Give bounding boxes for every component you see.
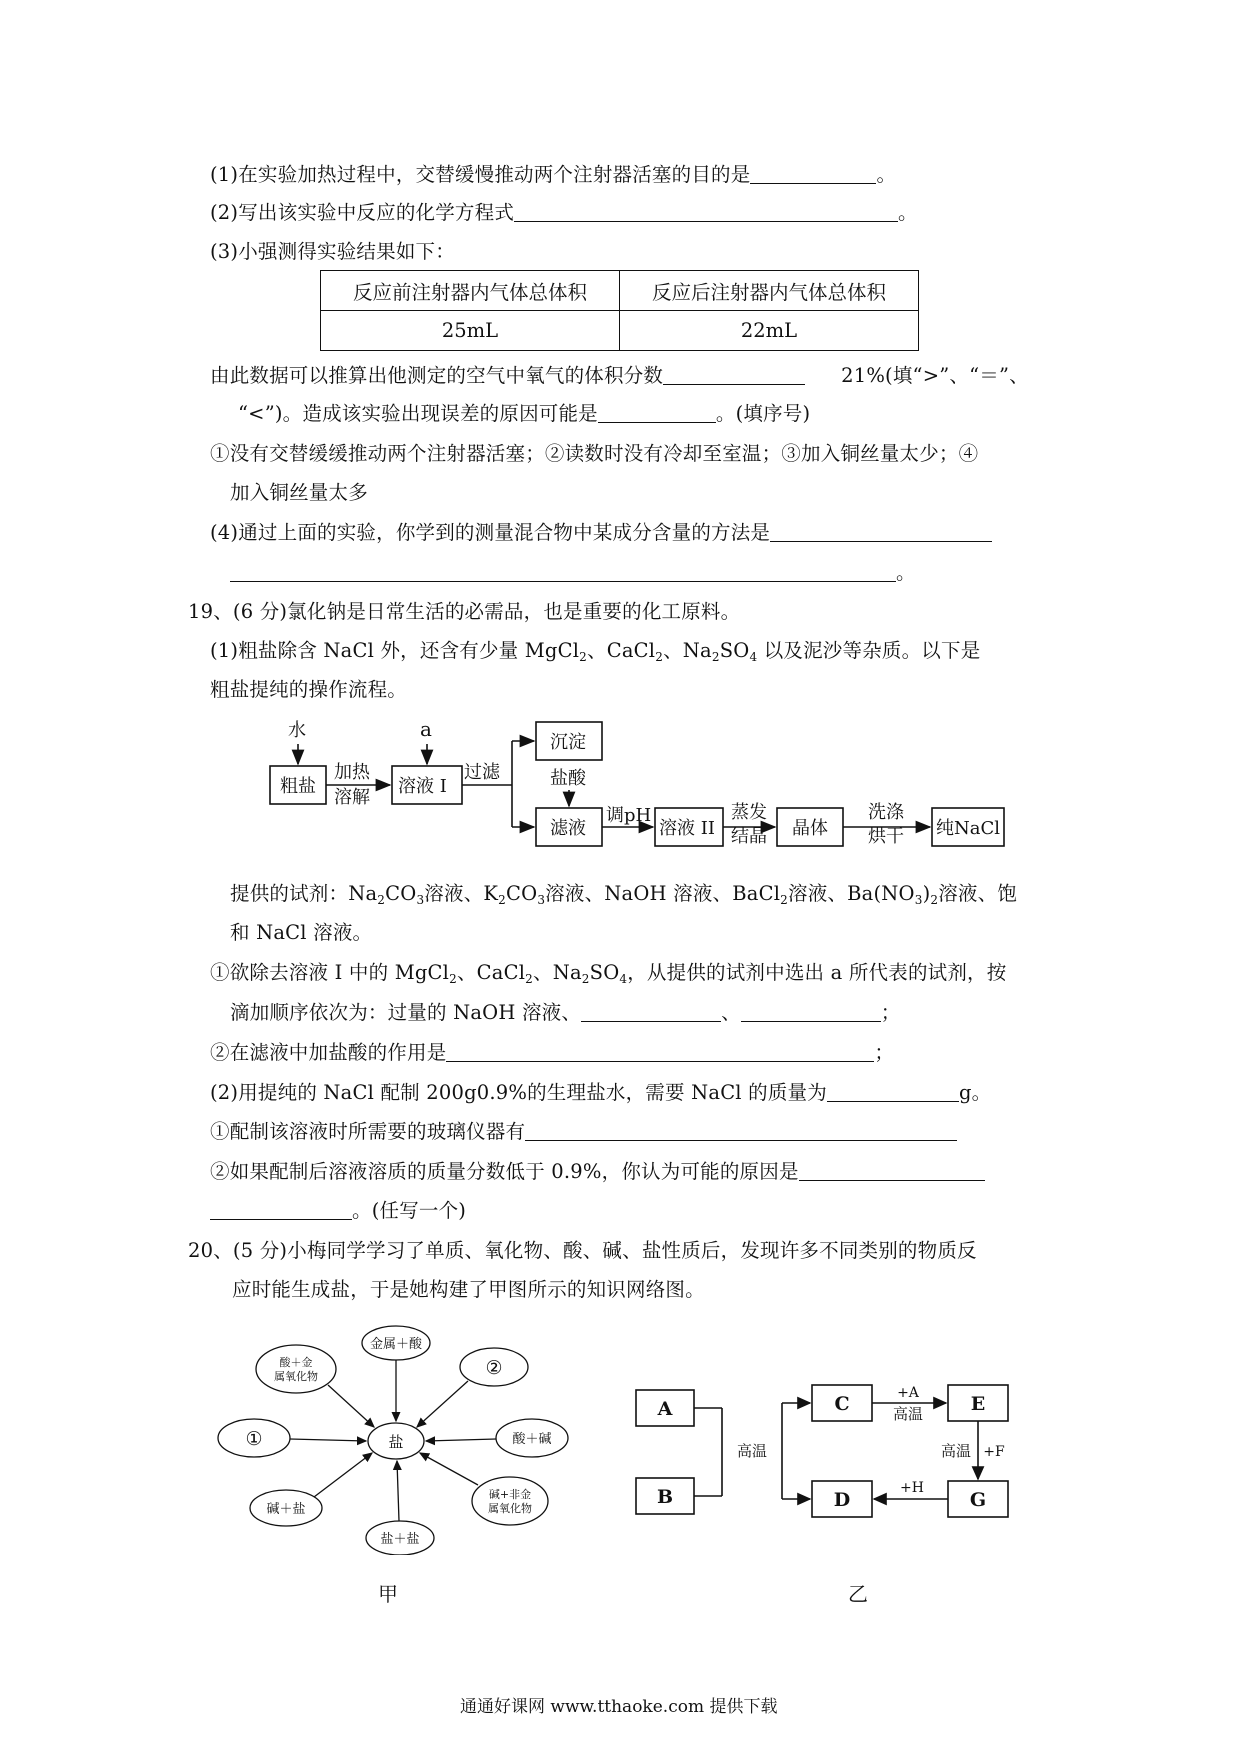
answer-blank[interactable] [581, 1001, 721, 1022]
q18-part4: (4)通过上面的实验，你学到的测量混合物中某成分含量的方法是 [210, 521, 992, 545]
node-salt-salt: 盐＋盐 [380, 1532, 420, 1547]
q19-part1: (1)粗盐除含 NaCl 外，还含有少量 MgCl$_2$、CaCl$_2$、$Na_2SO_4$ 以及泥沙等杂质。以下是 [210, 639, 981, 664]
label-dry: 烘干 [868, 826, 904, 847]
answer-blank[interactable] [663, 364, 805, 385]
label-G: G [969, 1489, 987, 1511]
q19-sub1-cont: 滴加顺序依次为：过量的 NaOH 溶液、 、 ； [230, 1001, 901, 1024]
label-crystallize: 结晶 [731, 826, 767, 847]
answer-blank[interactable] [741, 1001, 881, 1022]
table-cell: 22mL [620, 311, 919, 351]
q19-part1-cont: 粗盐提纯的操作流程。 [210, 678, 408, 701]
answer-blank[interactable] [598, 402, 716, 423]
label-hcl: 盐酸 [550, 768, 586, 789]
label-A: A [657, 1398, 673, 1420]
label-dissolve: 溶解 [334, 787, 370, 808]
label-crystal: 晶体 [792, 818, 828, 839]
q19-sub4: ②如果配制后溶液溶质的质量分数低于 0.9%，你认为可能的原因是 [210, 1160, 985, 1184]
q19-reagents: 提供的试剂：$Na_2CO_3$溶液、$K_2CO_3$溶液、NaOH 溶液、BaCl$_2$溶液、$Ba(NO_3)_2$溶液、饱 [230, 882, 1018, 907]
label-solution1: 溶液 I [398, 776, 447, 797]
label-adjust-ph: 调pH [606, 805, 652, 826]
label-high-temp-3: 高温 [940, 1442, 972, 1460]
table-header: 反应后注射器内气体总体积 [620, 271, 919, 311]
label-filtrate: 滤液 [550, 818, 586, 839]
answer-blank[interactable] [446, 1041, 874, 1062]
label-heat: 加热 [334, 762, 370, 783]
q18-analysis: 由此数据可以推算出他测定的空气中氧气的体积分数 21%(填“>”、“＝”、 [210, 364, 1029, 387]
q18-options: ①没有交替缓缓推动两个注射器活塞；②读数时没有冷却至室温；③加入铜丝量太少；④ [210, 442, 979, 465]
q19-reagents-cont: 和 NaCl 溶液。 [230, 921, 373, 944]
label-D: D [833, 1489, 851, 1511]
results-table [320, 270, 919, 351]
q18-part2: (2)写出该实验中反应的化学方程式 。 [210, 201, 918, 224]
answer-blank[interactable] [750, 163, 876, 184]
label-plus-F: +F [983, 1444, 1005, 1460]
label-filter: 过滤 [464, 762, 500, 783]
label-precipitate: 沉淀 [550, 732, 586, 753]
table-cell: 25mL [321, 311, 620, 351]
label-wash: 洗涤 [868, 802, 904, 823]
label-plus-A: +A [897, 1385, 919, 1401]
diagram-label-jia: 甲 [378, 1582, 399, 1606]
reaction-diagram [630, 1380, 1020, 1530]
node-blank-2: ② [485, 1357, 503, 1379]
answer-blank[interactable] [770, 521, 992, 542]
table-header: 反应前注射器内气体总体积 [321, 271, 620, 311]
q19-sub1: ①欲除去溶液 I 中的 MgCl$_2$、CaCl$_2$、$Na_2SO_4$，从提供的试剂中选出 a 所代表的试剂，按 [210, 961, 1007, 986]
node-salt: 盐 [388, 1433, 404, 1451]
label-evaporate: 蒸发 [731, 802, 767, 823]
answer-blank[interactable] [514, 201, 898, 222]
node-metal-acid: 金属＋酸 [369, 1337, 423, 1352]
answer-blank[interactable] [799, 1160, 985, 1181]
label-solution2: 溶液 II [659, 818, 715, 839]
node-acid-base: 酸＋碱 [512, 1432, 552, 1447]
salt-network-diagram [210, 1325, 590, 1555]
label-C: C [834, 1393, 850, 1415]
label-high-temp-2: 高温 [892, 1405, 924, 1423]
q18-part3: (3)小强测得实验结果如下： [210, 240, 455, 263]
node-base-nonmetal-oxide: 碱+非金 [488, 1488, 532, 1501]
purification-flowchart [250, 716, 1010, 856]
answer-blank[interactable] [210, 1199, 352, 1220]
q19-title: 19、(6 分)氯化钠是日常生活的必需品，也是重要的化工原料。 [188, 600, 741, 623]
answer-blank[interactable] [230, 561, 896, 582]
label-plus-H: +H [900, 1480, 924, 1496]
q19-sub2: ②在滤液中加盐酸的作用是 ； [210, 1041, 895, 1064]
label-crude-salt: 粗盐 [280, 776, 316, 797]
label-B: B [656, 1486, 674, 1508]
answer-blank[interactable] [827, 1081, 959, 1102]
node-acid-metal-oxide-2: 属氧化物 [274, 1370, 318, 1383]
q19-sub4-cont: 。(任写一个) [210, 1199, 466, 1223]
q18-part4-cont: 。 [230, 561, 916, 585]
node-acid-metal-oxide: 酸＋金 [279, 1356, 313, 1369]
q20-title: 20、(5 分)小梅同学学习了单质、氧化物、酸、碱、盐性质后，发现许多不同类别的物质反 [188, 1239, 977, 1262]
label-pure-nacl: 纯NaCl [936, 818, 1001, 839]
footer: 通通好课网 www.tthaoke.com 提供下载 [460, 1697, 778, 1717]
label-high-temp: 高温 [736, 1442, 768, 1460]
node-base-nonmetal-oxide-2: 属氧化物 [488, 1502, 532, 1515]
answer-blank[interactable] [525, 1120, 957, 1141]
q18-part1: (1)在实验加热过程中，交替缓慢推动两个注射器活塞的目的是 。 [210, 163, 897, 186]
label-a: a [420, 717, 432, 741]
q18-options-cont: 加入铜丝量太多 [230, 481, 368, 504]
node-base-salt: 碱＋盐 [266, 1502, 306, 1517]
q20-title-cont: 应时能生成盐，于是她构建了甲图所示的知识网络图。 [232, 1278, 705, 1301]
label-water: 水 [288, 720, 306, 741]
q18-analysis-cont: “<”)。造成该实验出现误差的原因可能是 。(填序号) [238, 402, 811, 425]
node-blank-1: ① [245, 1428, 263, 1450]
q19-part2: (2)用提纯的 NaCl 配制 200g0.9%的生理盐水，需要 NaCl 的质量为 g。 [210, 1081, 992, 1104]
label-E: E [970, 1393, 986, 1415]
q19-sub3: ①配制该溶液时所需要的玻璃仪器有 [210, 1120, 957, 1144]
diagram-label-yi: 乙 [848, 1582, 869, 1606]
